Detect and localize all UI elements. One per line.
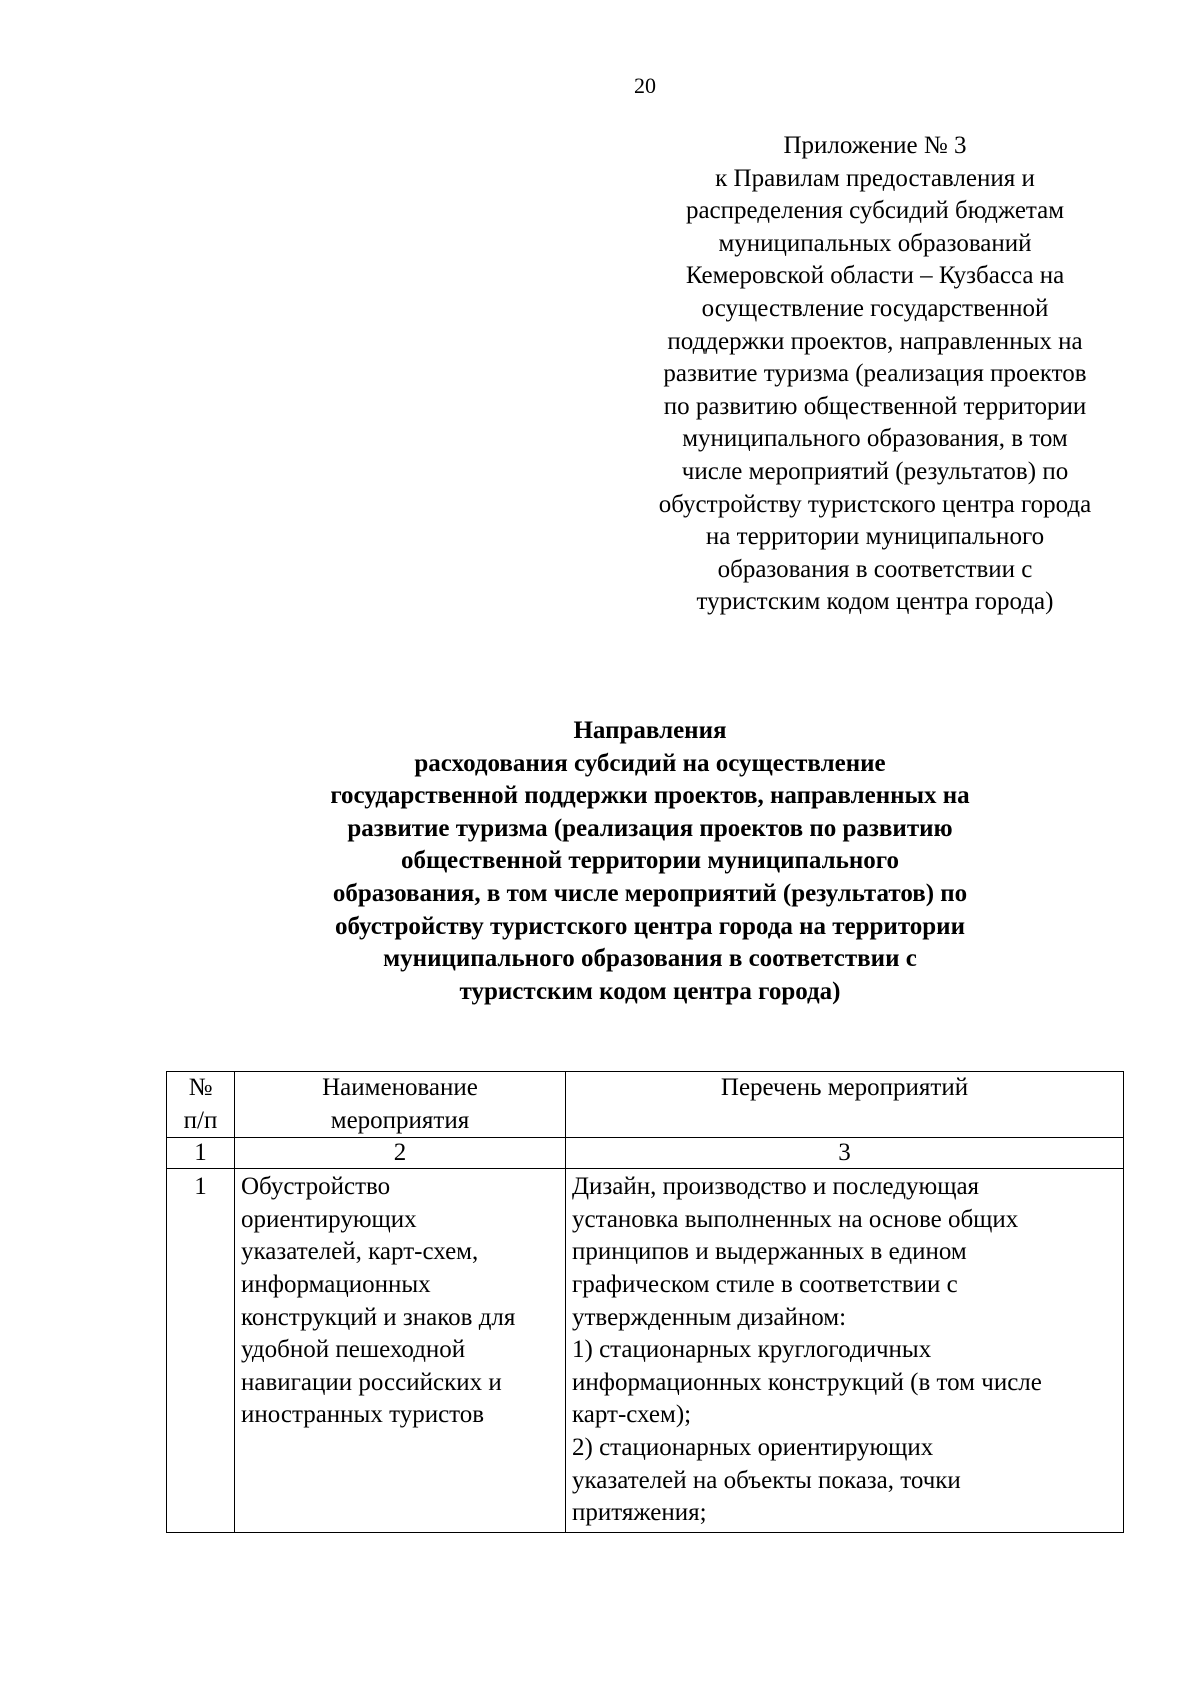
appendix-line: к Правилам предоставления и <box>715 164 1035 192</box>
title-line: муниципального образования в соответствии с <box>383 945 917 973</box>
row-list-line: принципов и выдержанных в едином <box>572 1238 967 1266</box>
row-list-line: утвержденным дизайном: <box>572 1303 847 1331</box>
row-list-line: указателей на объекты показа, точки <box>572 1466 961 1494</box>
table-header-row <box>167 1072 1124 1138</box>
title-line: государственной поддержки проектов, направленных на <box>330 782 970 810</box>
appendix-line: Приложение № 3 <box>783 132 967 159</box>
page-number: 20 <box>634 73 656 98</box>
row-name <box>235 1169 566 1533</box>
row-name-line: иностранных туристов <box>241 1401 485 1429</box>
row-measures-list <box>566 1169 1124 1533</box>
header-num <box>167 1072 235 1138</box>
appendix-line: туристским кодом центра города) <box>696 588 1054 616</box>
row-name-line: Обустройство <box>241 1173 391 1201</box>
row-list-line: установка выполненных на основе общих <box>572 1205 1019 1233</box>
row-list-line: графическом стиле в соответствии с <box>572 1270 958 1298</box>
row-list-line: Дизайн, производство и последующая <box>572 1173 980 1201</box>
appendix-line: муниципальных образований <box>718 229 1032 257</box>
title-line: общественной территории муниципального <box>400 847 900 875</box>
title-line: образования, в том числе мероприятий (результатов) по <box>332 879 968 907</box>
index-cell: 2 <box>235 1138 566 1169</box>
row-list-line: карт-схем); <box>572 1401 692 1429</box>
row-list-line: 1) стационарных круглогодичных <box>572 1336 932 1364</box>
header-list: Перечень мероприятий <box>566 1072 1124 1138</box>
header-name-line: Наименование <box>322 1074 478 1101</box>
index-cell: 1 <box>167 1138 235 1169</box>
row-num: 1 <box>167 1169 235 1533</box>
appendix-line: образования в соответствии с <box>717 555 1033 583</box>
appendix-line: на территории муниципального <box>705 523 1045 551</box>
appendix-line: развитие туризма (реализация проектов <box>663 360 1087 388</box>
appendix-line: распределения субсидий бюджетам <box>685 197 1065 225</box>
title-line: расходования субсидий на осуществление <box>414 749 886 777</box>
appendix-line: Кемеровской области – Кузбасса на <box>685 262 1065 290</box>
title-line: обустройству туристского центра города на территории <box>335 912 965 940</box>
title-line: туристским кодом центра города) <box>459 977 841 1005</box>
document-title <box>150 715 1150 1008</box>
row-name-line: указателей, карт-схем, <box>241 1238 479 1266</box>
header-num-line: № <box>188 1074 213 1101</box>
appendix-line: осуществление государственной <box>701 294 1049 322</box>
appendix-line: поддержки проектов, направленных на <box>667 327 1083 355</box>
measures-table <box>166 1071 1124 1533</box>
appendix-line: числе мероприятий (результатов) по <box>681 457 1069 485</box>
table-row <box>167 1169 1124 1533</box>
row-list-line: притяжения; <box>572 1499 707 1527</box>
header-name-line: мероприятия <box>330 1106 470 1134</box>
appendix-line: по развитию общественной территории <box>663 392 1087 420</box>
row-name-line: конструкций и знаков для <box>241 1303 516 1331</box>
row-list-line: 2) стационарных ориентирующих <box>572 1433 934 1461</box>
table-index-row <box>167 1138 1124 1169</box>
row-name-line: навигации российских и <box>241 1368 502 1396</box>
title-line: развитие туризма (реализация проектов по развитию <box>347 814 953 842</box>
header-name <box>235 1072 566 1138</box>
appendix-line: обустройству туристского центра города <box>658 490 1092 518</box>
row-name-line: ориентирующих <box>241 1205 417 1233</box>
header-num-line: п/п <box>183 1106 218 1134</box>
row-name-line: удобной пешеходной <box>241 1336 466 1364</box>
index-cell: 3 <box>566 1138 1124 1169</box>
appendix-header <box>630 130 1120 619</box>
title-line: Направления <box>573 717 727 744</box>
row-name-line: информационных <box>241 1270 431 1298</box>
row-list-line: информационных конструкций (в том числе <box>572 1368 1042 1396</box>
appendix-line: муниципального образования, в том <box>682 425 1068 453</box>
